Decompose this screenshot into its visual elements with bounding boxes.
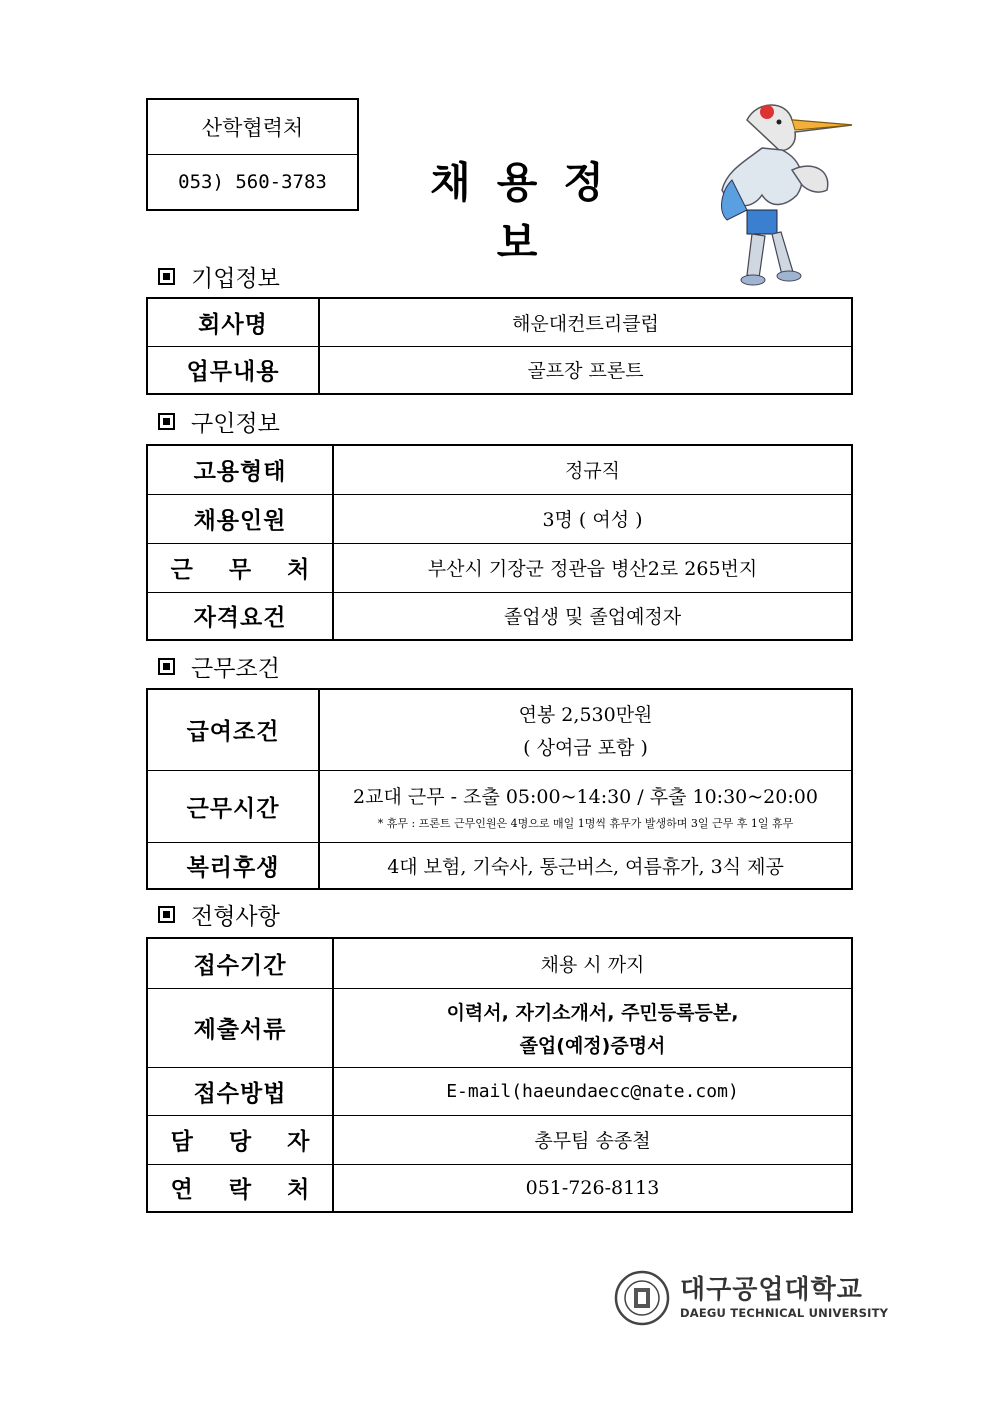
university-logo — [614, 1270, 888, 1326]
recruit-table — [146, 444, 853, 641]
page-title: 채용정보 — [430, 158, 630, 267]
company-name-label: 회사명 — [147, 298, 319, 346]
contact-phone-value: 051-726-8113 — [333, 1164, 852, 1212]
employment-type-value: 정규직 — [333, 445, 852, 494]
square-bullet-icon — [158, 658, 175, 675]
workplace-label: 근 무 처 — [147, 543, 333, 592]
documents-value — [333, 988, 852, 1067]
documents-line-2: 졸업(예정)증명서 — [519, 1034, 666, 1057]
work-hours-value — [319, 770, 852, 842]
application-period-label: 접수기간 — [147, 938, 333, 988]
salary-label: 급여조건 — [147, 689, 319, 770]
contact-phone-label: 연 락 처 — [147, 1164, 333, 1212]
university-seal-icon — [614, 1270, 670, 1326]
square-bullet-icon — [158, 268, 175, 285]
contact-box — [146, 98, 359, 211]
section-conditions — [158, 650, 280, 683]
university-name-en: DAEGU TECHNICAL UNIVERSITY — [680, 1305, 889, 1320]
work-hours-note: * 휴무 : 프론트 근무인원은 4명으로 매일 1명씩 휴무가 발생하며 3일 근무 후 1일 휴무 — [377, 816, 794, 830]
selection-table — [146, 937, 853, 1213]
table-row — [147, 592, 852, 640]
salary-line-1: 연봉 2,530만원 — [518, 703, 653, 726]
welfare-value: 4대 보험, 기숙사, 통근버스, 여름휴가, 3식 제공 — [319, 842, 852, 889]
manager-value: 총무팀 송종철 — [333, 1115, 852, 1164]
table-row — [147, 938, 852, 988]
square-bullet-icon — [158, 413, 175, 430]
section-selection-title: 전형사항 — [191, 904, 280, 930]
table-row — [147, 346, 852, 394]
qualification-label: 자격요건 — [147, 592, 333, 640]
company-name-value: 해운대컨트리클럽 — [319, 298, 852, 346]
job-value: 골프장 프론트 — [319, 346, 852, 394]
application-period-value: 채용 시 까지 — [333, 938, 852, 988]
salary-value — [319, 689, 852, 770]
contact-phone: 053) 560-3783 — [178, 170, 327, 193]
application-method-value: E-mail(haeundaecc@nate.com) — [333, 1067, 852, 1115]
table-row — [147, 494, 852, 543]
section-conditions-title: 근무조건 — [191, 656, 280, 682]
work-hours-text: 2교대 근무 - 조출 05:00~14:30 / 후출 10:30~20:00 — [353, 785, 818, 808]
section-company — [158, 260, 280, 293]
mascot-crane-image — [707, 100, 857, 290]
contact-label: 산학협력처 — [148, 100, 357, 155]
table-row — [147, 543, 852, 592]
conditions-table — [146, 688, 853, 890]
table-row — [147, 988, 852, 1067]
application-method-label: 접수방법 — [147, 1067, 333, 1115]
employment-type-label: 고용형태 — [147, 445, 333, 494]
hire-count-label: 채용인원 — [147, 494, 333, 543]
documents-label: 제출서류 — [147, 988, 333, 1067]
section-recruit-title: 구인정보 — [191, 411, 280, 437]
table-row — [147, 689, 852, 770]
job-label: 업무내용 — [147, 346, 319, 394]
manager-label: 담 당 자 — [147, 1115, 333, 1164]
table-row — [147, 445, 852, 494]
table-row — [147, 842, 852, 889]
salary-line-2: ( 상여금 포함 ) — [523, 736, 648, 759]
section-selection — [158, 898, 280, 931]
square-bullet-icon — [158, 906, 175, 923]
table-row — [147, 1067, 852, 1115]
workplace-value: 부산시 기장군 정관읍 병산2로 265번지 — [333, 543, 852, 592]
table-row — [147, 1164, 852, 1212]
table-row — [147, 1115, 852, 1164]
section-recruit — [158, 405, 280, 438]
table-row — [147, 298, 852, 346]
work-hours-label: 근무시간 — [147, 770, 319, 842]
welfare-label: 복리후생 — [147, 842, 319, 889]
qualification-value: 졸업생 및 졸업예정자 — [333, 592, 852, 640]
table-row — [147, 770, 852, 842]
company-table — [146, 297, 853, 395]
hire-count-value: 3명 ( 여성 ) — [333, 494, 852, 543]
section-company-title: 기업정보 — [191, 266, 280, 292]
university-name-ko: 대구공업대학교 — [680, 1274, 863, 1305]
documents-line-1: 이력서, 자기소개서, 주민등록등본, — [446, 1001, 739, 1024]
